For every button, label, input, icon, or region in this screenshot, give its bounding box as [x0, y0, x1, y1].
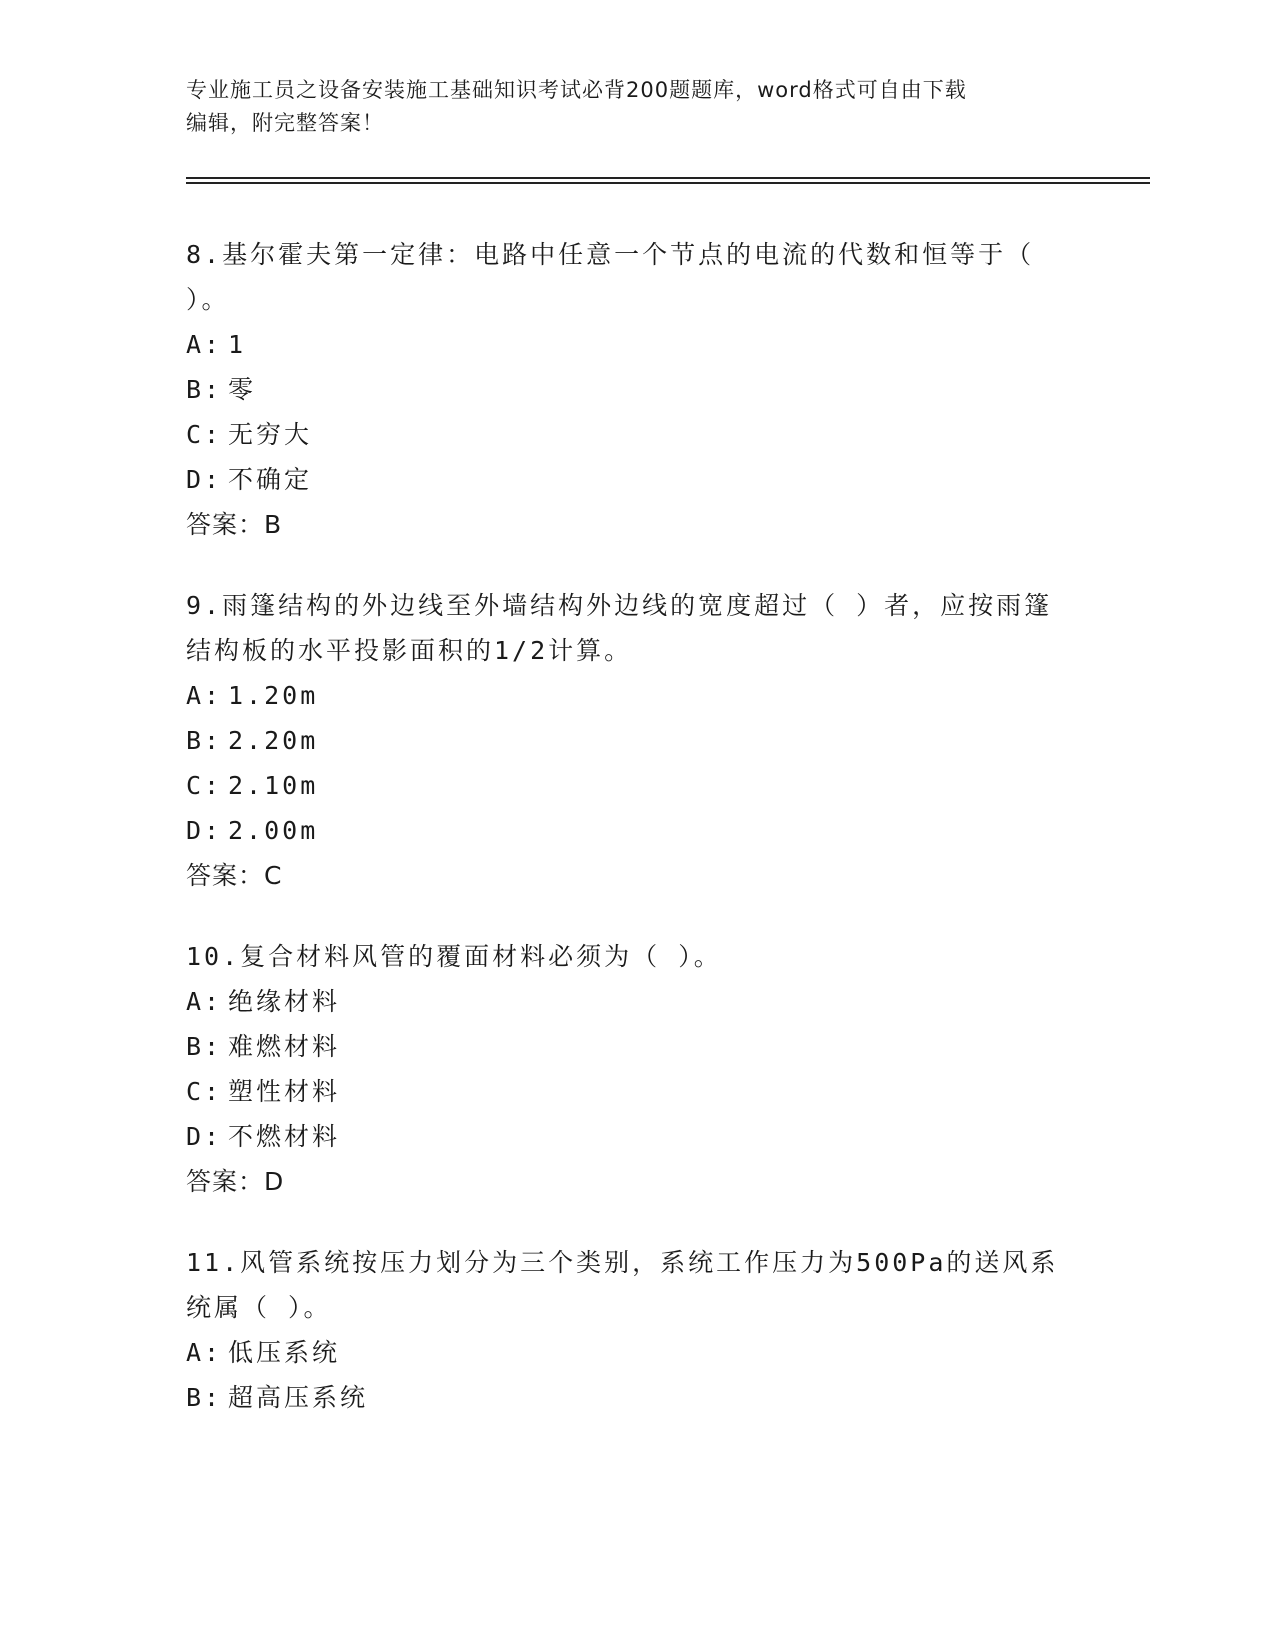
option-d — [186, 1114, 1086, 1159]
option-key: B: — [186, 1032, 223, 1061]
option-text: 1.20m — [228, 681, 319, 710]
option-key: B: — [186, 726, 223, 755]
option-d — [186, 457, 1086, 502]
header-title-line-2: 编辑，附完整答案！ — [186, 111, 384, 135]
option-b — [186, 1375, 1086, 1420]
option-text: 无穷大 — [228, 420, 313, 449]
option-text: 难燃材料 — [228, 1032, 341, 1061]
option-key: C: — [186, 420, 223, 449]
option-key: A: — [186, 1338, 223, 1367]
question-stem-line-2: ）。 — [186, 285, 230, 314]
option-text: 不燃材料 — [228, 1122, 341, 1151]
question-stem-line-2: 统属（ ）。 — [186, 1293, 332, 1322]
option-text: 塑性材料 — [228, 1077, 341, 1106]
option-text: 1 — [228, 330, 247, 359]
option-text: 不确定 — [228, 465, 313, 494]
option-a — [186, 322, 1086, 367]
option-a — [186, 1330, 1086, 1375]
question-9 — [186, 583, 1086, 898]
answer-line: 答案：B — [186, 510, 283, 539]
option-text: 2.20m — [228, 726, 319, 755]
option-key: D: — [186, 465, 223, 494]
header-divider-bottom — [186, 182, 1150, 184]
header-title-line-1: 专业施工员之设备安装施工基础知识考试必背200题题库，word格式可自由下载 — [186, 78, 967, 102]
option-c — [186, 763, 1086, 808]
option-text: 2.00m — [228, 816, 319, 845]
question-stem-line-1: 11.风管系统按压力划分为三个类别，系统工作压力为500Pa的送风系 — [186, 1248, 1059, 1277]
question-stem-line-2: 结构板的水平投影面积的1/2计算。 — [186, 636, 633, 665]
option-key: A: — [186, 681, 223, 710]
option-key: B: — [186, 375, 223, 404]
option-text: 超高压系统 — [228, 1383, 369, 1412]
question-list — [186, 232, 1086, 1456]
option-key: A: — [186, 330, 223, 359]
option-c — [186, 1069, 1086, 1114]
option-key: C: — [186, 1077, 223, 1106]
option-c — [186, 412, 1086, 457]
option-b — [186, 718, 1086, 763]
option-key: D: — [186, 1122, 223, 1151]
question-11 — [186, 1240, 1086, 1420]
option-key: A: — [186, 987, 223, 1016]
option-key: D: — [186, 816, 223, 845]
option-d — [186, 808, 1086, 853]
question-stem-line-1: 9.雨篷结构的外边线至外墙结构外边线的宽度超过（ ）者，应按雨篷 — [186, 591, 1053, 620]
option-a — [186, 673, 1086, 718]
question-stem-line-1: 10.复合材料风管的覆面材料必须为（ ）。 — [186, 942, 722, 971]
question-8 — [186, 232, 1086, 547]
answer-line: 答案：C — [186, 861, 283, 890]
question-10 — [186, 934, 1086, 1204]
header-divider-top — [186, 177, 1150, 179]
option-a — [186, 979, 1086, 1024]
question-stem-line-1: 8.基尔霍夫第一定律：电路中任意一个节点的电流的代数和恒等于（ — [186, 240, 1035, 269]
option-b — [186, 367, 1086, 412]
document-header — [186, 74, 1086, 140]
option-text: 2.10m — [228, 771, 319, 800]
option-key: C: — [186, 771, 223, 800]
option-text: 绝缘材料 — [228, 987, 341, 1016]
option-key: B: — [186, 1383, 223, 1412]
option-text: 低压系统 — [228, 1338, 341, 1367]
answer-line: 答案：D — [186, 1167, 285, 1196]
option-text: 零 — [228, 375, 257, 404]
option-b — [186, 1024, 1086, 1069]
